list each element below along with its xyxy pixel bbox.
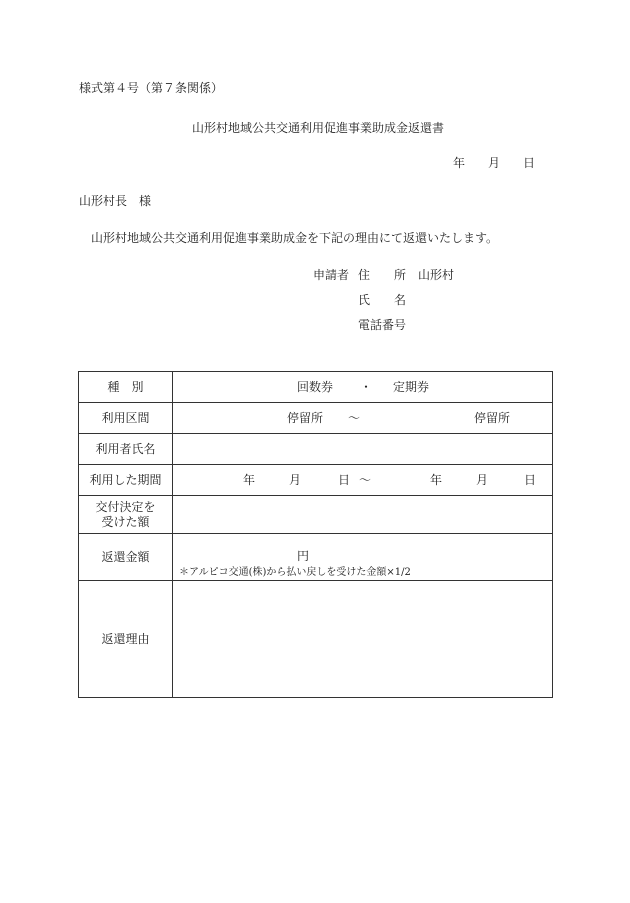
period-month-to: 月 (476, 473, 489, 487)
section-label: 利用区間 (79, 403, 173, 434)
row-user-name (79, 434, 553, 465)
date-month: 月 (488, 156, 501, 170)
section-cell[interactable] (173, 403, 553, 434)
row-type (79, 372, 553, 403)
applicant-label: 申請者 (313, 268, 350, 282)
period-day-to: 日 (524, 473, 537, 487)
refund-reason-cell[interactable] (173, 581, 553, 698)
address-label: 住 所 (358, 268, 407, 282)
date-day: 日 (523, 156, 536, 170)
period-label: 利用した期間 (79, 465, 173, 496)
grant-amount-label (79, 496, 173, 534)
period-month-from: 月 (289, 473, 302, 487)
stop-to: 停留所 (474, 411, 511, 425)
name-label: 氏 名 (358, 293, 407, 307)
address-value: 山形村 (418, 268, 455, 282)
row-grant-amount (79, 496, 553, 534)
period-year-from: 年 (243, 473, 256, 487)
grant-label-line2: 受けた額 (101, 514, 150, 529)
period-year-to: 年 (430, 473, 443, 487)
date-year: 年 (453, 156, 466, 170)
row-period (79, 465, 553, 496)
row-section (79, 403, 553, 434)
type-label: 種 別 (79, 372, 173, 403)
type-separator: ・ (360, 380, 373, 394)
user-name-cell[interactable] (173, 434, 553, 465)
addressee: 山形村長 様 (79, 194, 152, 208)
stop-from: 停留所 (287, 411, 324, 425)
row-refund-reason (79, 581, 553, 698)
form-number: 様式第４号（第７条関係） (79, 81, 224, 95)
section-wave: ～ (348, 411, 361, 425)
grant-amount-cell[interactable] (173, 496, 553, 534)
refund-amount-cell[interactable] (173, 534, 553, 581)
page-title: 山形村地域公共交通利用促進事業助成金返還書 (192, 121, 445, 135)
period-cell[interactable] (173, 465, 553, 496)
type-cell[interactable] (173, 372, 553, 403)
phone-label: 電話番号 (358, 318, 407, 332)
type-option-pass: 定期券 (393, 380, 430, 394)
period-day-from: 日 (338, 473, 351, 487)
grant-label-line1: 交付決定を (95, 499, 156, 514)
refund-note: ＊アルピコ交通(株)から払い戻しを受けた金額×1/2 (179, 567, 411, 578)
refund-reason-label: 返還理由 (79, 581, 173, 698)
refund-amount-label: 返還金額 (79, 534, 173, 581)
refund-form-table (78, 371, 553, 698)
row-refund-amount (79, 534, 553, 581)
type-option-coupon: 回数券 (297, 380, 334, 394)
yen-unit: 円 (297, 549, 310, 563)
period-wave: ～ (359, 473, 372, 487)
statement: 山形村地域公共交通利用促進事業助成金を下記の理由にて返還いたします。 (91, 231, 499, 245)
user-name-label: 利用者氏名 (79, 434, 173, 465)
